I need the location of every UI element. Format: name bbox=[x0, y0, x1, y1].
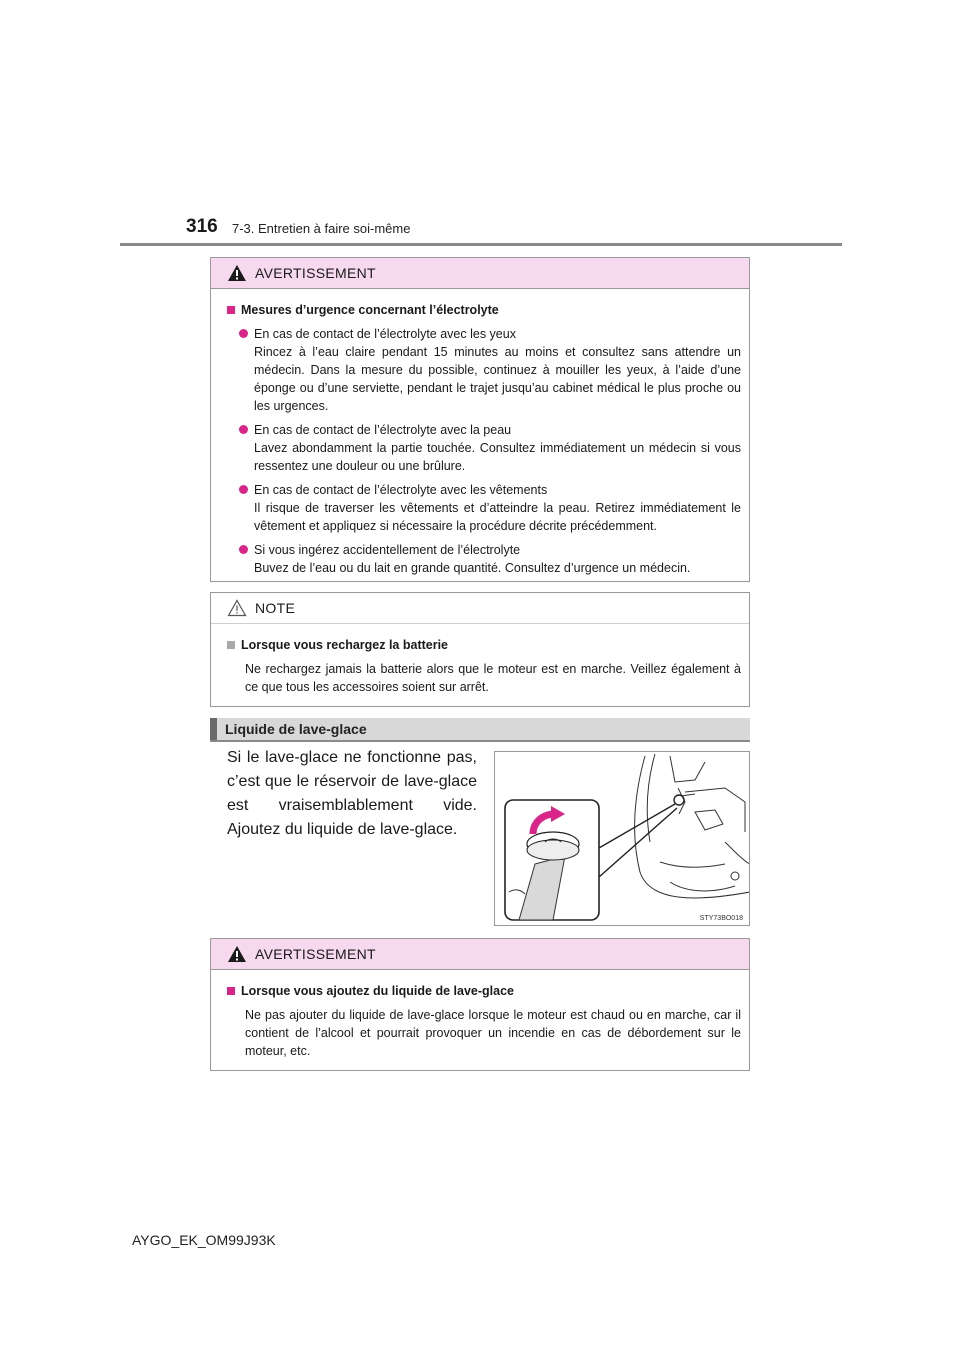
square-bullet-icon bbox=[227, 306, 235, 314]
round-bullet-icon bbox=[239, 425, 248, 434]
engine-bay-drawing bbox=[495, 752, 750, 926]
round-bullet-icon bbox=[239, 545, 248, 554]
page-number: 316 bbox=[186, 216, 218, 237]
item-title: Si vous ingérez accidentellement de l’électrolyte bbox=[254, 543, 521, 557]
warning-box-washer bbox=[210, 938, 750, 1071]
warning-header bbox=[211, 939, 749, 970]
warning-box-electrolyte bbox=[210, 257, 750, 582]
item-text: Buvez de l’eau ou du lait en grande quantité. Consultez d’urgence un médecin. bbox=[254, 561, 691, 575]
list-item bbox=[239, 421, 741, 475]
item-text: Rincez à l’eau claire pendant 15 minutes au moins et consultez sans attendre un médecin. Dans la mesure du possible, continuez à mouiller les yeux, à l’aide d’une éponge ou d’une serviette, pendant le trajet jusqu’au cabinet médical le plus proche ou les urgences. bbox=[254, 345, 741, 413]
item-title: En cas de contact de l’électrolyte avec la peau bbox=[254, 423, 512, 437]
note-text: Ne rechargez jamais la batterie alors que le moteur est en marche. Veillez également à ce que tous les accessoires soient sur arrêt. bbox=[245, 662, 741, 694]
list-item bbox=[239, 325, 741, 415]
warning-label: AVERTISSEMENT bbox=[255, 946, 376, 962]
warning-label: AVERTISSEMENT bbox=[255, 265, 376, 281]
document-code: AYGO_EK_OM99J93K bbox=[132, 1232, 276, 1248]
warning-subhead: Mesures d’urgence concernant l’électrolyte bbox=[227, 301, 741, 319]
round-bullet-icon bbox=[239, 329, 248, 338]
note-header bbox=[211, 593, 749, 624]
warning-subhead: Lorsque vous ajoutez du liquide de lave-glace bbox=[227, 982, 741, 1000]
image-code: STY73BO018 bbox=[699, 915, 743, 922]
item-text: Il risque de traverser les vêtements et d’atteindre la peau. Retirez immédiatement le vêtement et appliquez si nécessaire la procédure décrite précédemment. bbox=[254, 501, 741, 533]
item-title: En cas de contact de l’électrolyte avec les yeux bbox=[254, 327, 516, 341]
washer-fluid-heading bbox=[210, 718, 750, 742]
caution-triangle-icon bbox=[227, 599, 247, 617]
header-divider bbox=[120, 243, 842, 246]
list-item bbox=[239, 481, 741, 535]
round-bullet-icon bbox=[239, 485, 248, 494]
item-title: En cas de contact de l’électrolyte avec les vêtements bbox=[254, 483, 548, 497]
heading-bar bbox=[210, 718, 217, 740]
square-bullet-icon bbox=[227, 641, 235, 649]
warning-triangle-icon bbox=[227, 264, 247, 282]
warning-triangle-icon bbox=[227, 945, 247, 963]
note-box-battery bbox=[210, 592, 750, 707]
list-item bbox=[239, 541, 741, 577]
square-bullet-icon bbox=[227, 987, 235, 995]
note-subhead: Lorsque vous rechargez la batterie bbox=[227, 636, 741, 654]
note-label: NOTE bbox=[255, 600, 296, 616]
washer-heading-text: Liquide de lave-glace bbox=[225, 721, 367, 737]
washer-reservoir-illustration bbox=[494, 751, 750, 926]
item-text: Lavez abondamment la partie touchée. Consultez immédiatement un médecin si vous ressentez une douleur ou une brûlure. bbox=[254, 441, 741, 473]
section-title: 7-3. Entretien à faire soi-même bbox=[232, 221, 411, 236]
washer-paragraph: Si le lave-glace ne fonctionne pas, c’est que le réservoir de lave-glace est vraisemblablement vide. Ajoutez du liquide de lave-glace. bbox=[227, 749, 477, 838]
warning-header bbox=[211, 258, 749, 289]
warning-text: Ne pas ajouter du liquide de lave-glace lorsque le moteur est chaud ou en marche, car il contient de l’alcool et pourrait provoquer un incendie en cas de débordement sur le moteur, etc. bbox=[245, 1008, 741, 1058]
